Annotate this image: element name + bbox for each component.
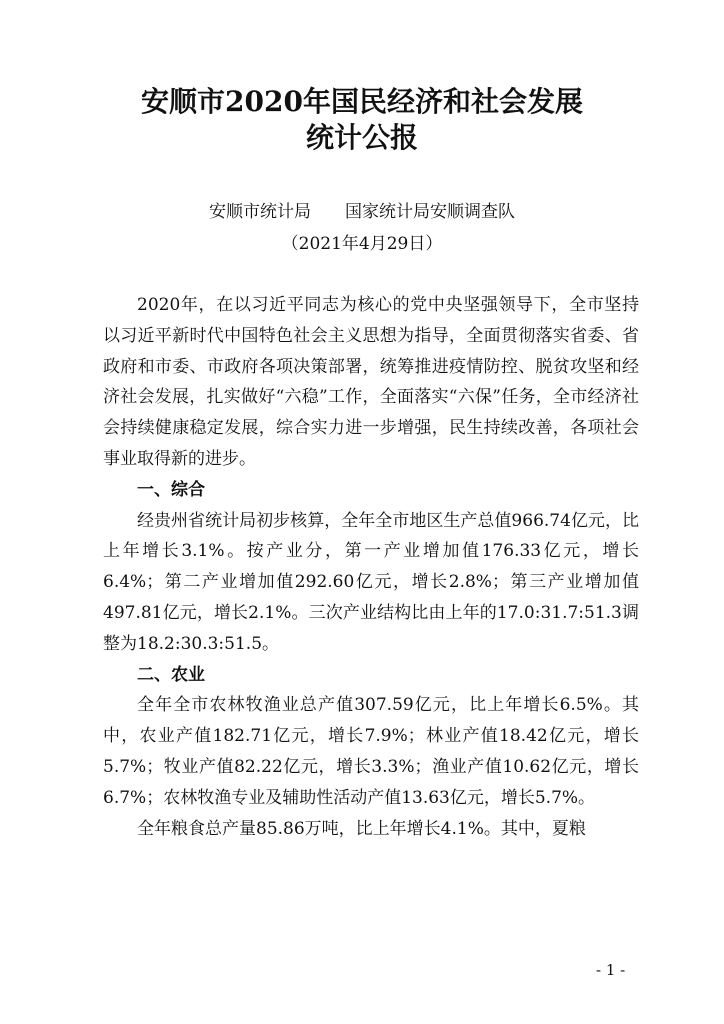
- document-title: [0, 84, 724, 156]
- grain-paragraph: 全年粮食总产量85.86万吨，比上年增长4.1%。其中，夏粮: [137, 818, 586, 839]
- release-date: （2021年4月29日）: [281, 234, 443, 254]
- section-heading-agriculture: 二、农业: [137, 664, 205, 685]
- document-body: [103, 290, 639, 844]
- agency-survey-team: 国家统计局安顺调查队: [345, 202, 515, 222]
- intro-paragraph: 2020年，在以习近平同志为核心的党中央坚强领导下，全市坚持以习近平新时代中国特色社会主义思想为指导，全面贯彻落实省委、省政府和市委、市政府各项决策部署，统筹推进疫情防控、脱贫攻坚和经济社会发展，扎实做好“六稳”工作，全面落实“六保”任务，全市经济社会持续健康稳定发展，综合实力进一步增强，民生持续改善，各项社会事业取得新的进步。: [103, 295, 639, 469]
- title-line-2: 统计公报: [305, 121, 418, 154]
- page-number: - 1 -: [596, 961, 626, 979]
- title-line-1: 安顺市2020年国民经济和社会发展: [141, 85, 583, 118]
- section-heading-overview: 一、综合: [137, 479, 205, 500]
- agency-municipal-bureau: 安顺市统计局: [209, 202, 311, 222]
- overview-paragraph: 经贵州省统计局初步核算，全年全市地区生产总值966.74亿元，比上年增长3.1%。按产业分，第一产业增加值176.33亿元，增长6.4%；第二产业增加值292.60亿元，增长2.8%；第三产业增加值497.81亿元，增长2.1%。三次产业结构比由上年的17.0:31.7:51.3调整为18.2:30.3:51.5。: [103, 510, 639, 654]
- issuing-agencies: [0, 200, 724, 224]
- agriculture-paragraph: 全年全市农林牧渔业总产值307.59亿元，比上年增长6.5%。其中，农业产值182.71亿元，增长7.9%；林业产值18.42亿元，增长5.7%；牧业产值82.22亿元，增长3.3%；渔业产值10.62亿元，增长6.7%；农林牧渔专业及辅助性活动产值13.63亿元，增长5.7%。: [103, 695, 639, 808]
